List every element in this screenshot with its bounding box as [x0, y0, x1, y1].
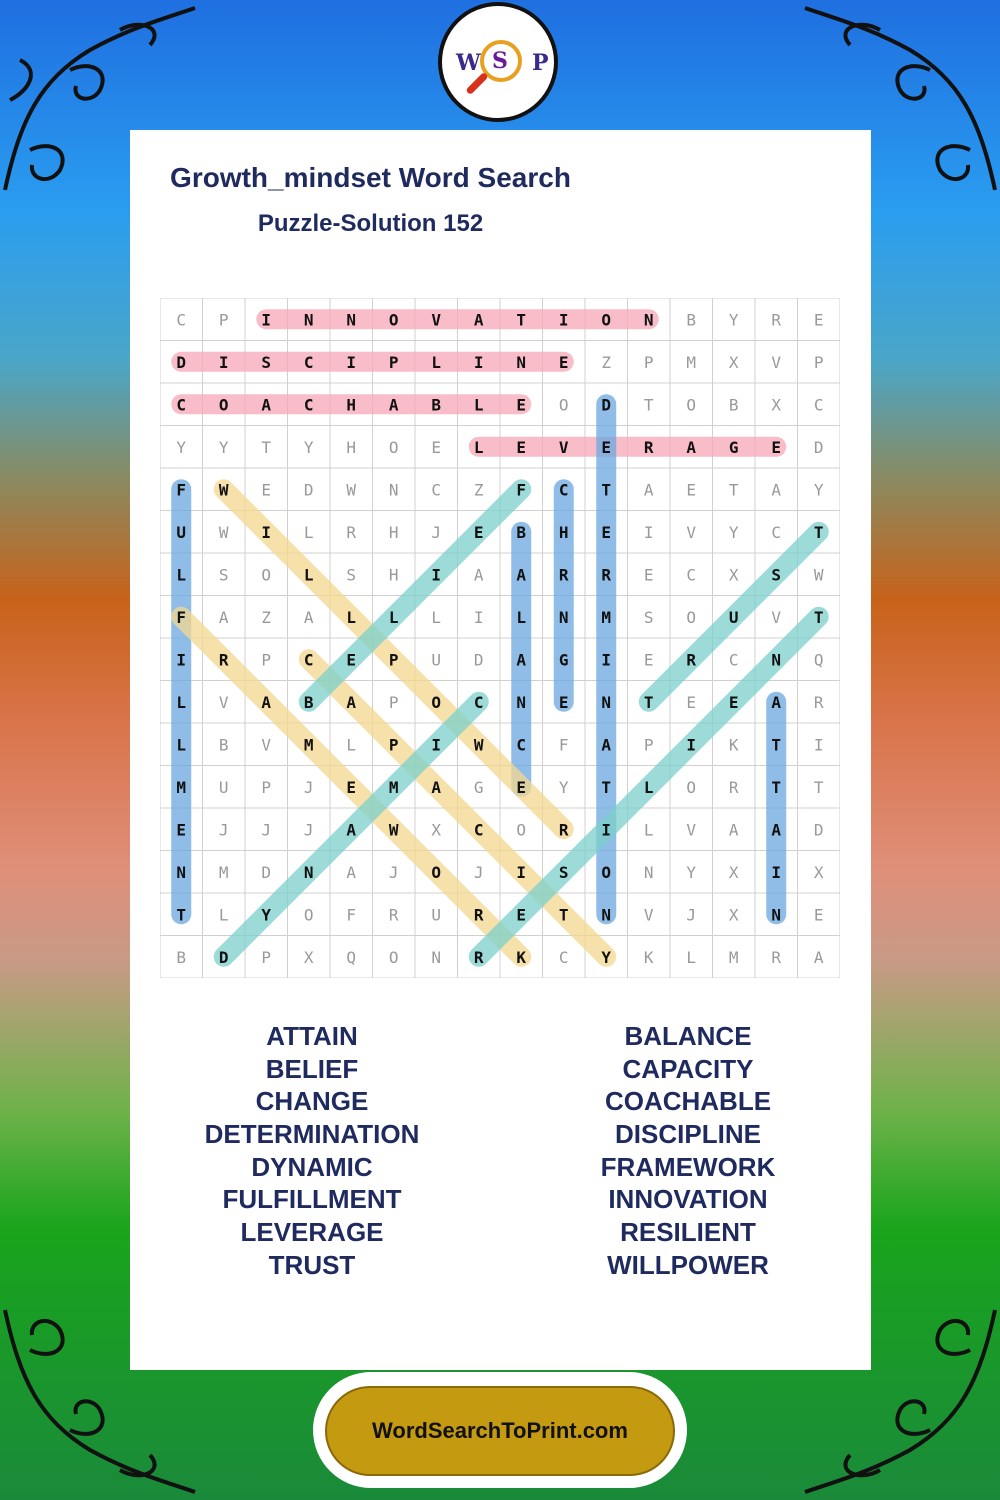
- grid-letter: R: [686, 650, 697, 670]
- grid-letter: A: [686, 437, 697, 457]
- grid-letter: Z: [601, 352, 612, 372]
- grid-letter: T: [516, 310, 527, 330]
- grid-letter: R: [771, 947, 782, 967]
- grid-letter: E: [346, 777, 357, 797]
- grid-letter: D: [601, 395, 612, 415]
- grid-letter: T: [728, 480, 739, 500]
- grid-letter: T: [813, 777, 824, 797]
- grid-letter: E: [771, 437, 782, 457]
- logo-letter-p: P: [532, 50, 549, 76]
- grid-letter: C: [431, 480, 442, 500]
- grid-letter: E: [516, 777, 527, 797]
- grid-letter: C: [813, 395, 824, 415]
- grid-letter: L: [473, 395, 484, 415]
- grid-letter: U: [728, 607, 739, 627]
- grid-letter: A: [218, 607, 229, 627]
- grid-letter: T: [643, 395, 654, 415]
- grid-letter: N: [346, 310, 357, 330]
- grid-letter: N: [303, 310, 314, 330]
- word-list-item: INNOVATION: [608, 1184, 768, 1215]
- grid-letter: B: [686, 310, 697, 330]
- grid-letter: A: [516, 565, 527, 585]
- grid-letter: P: [218, 310, 229, 330]
- grid-letter: C: [176, 395, 187, 415]
- grid-letter: L: [176, 692, 187, 712]
- grid-letter: Y: [176, 437, 187, 457]
- grid-letter: E: [643, 565, 654, 585]
- grid-letter: L: [388, 607, 399, 627]
- grid-letter: I: [473, 607, 484, 627]
- grid-letter: G: [558, 650, 569, 670]
- grid-letter: T: [813, 522, 824, 542]
- grid-letter: W: [218, 522, 229, 542]
- grid-letter: V: [771, 352, 782, 372]
- grid-letter: N: [643, 862, 654, 882]
- grid-letter: X: [431, 820, 442, 840]
- grid-letter: L: [176, 735, 187, 755]
- grid-letter: K: [643, 947, 654, 967]
- word-list-item: FULFILLMENT: [222, 1184, 402, 1215]
- grid-letter: I: [261, 310, 272, 330]
- grid-letter: Z: [261, 607, 272, 627]
- grid-letter: H: [346, 395, 357, 415]
- grid-letter: E: [176, 820, 187, 840]
- grid-letter: A: [601, 735, 612, 755]
- word-list-item: CAPACITY: [622, 1053, 754, 1084]
- grid-letter: C: [558, 480, 569, 500]
- grid-letter: U: [218, 777, 229, 797]
- grid-letter: C: [303, 395, 314, 415]
- grid-letter: A: [728, 820, 739, 840]
- grid-letter: R: [813, 692, 824, 712]
- grid-letter: S: [346, 565, 357, 585]
- logo-letter-s: S: [492, 48, 508, 74]
- grid-letter: O: [601, 310, 612, 330]
- grid-letter: O: [686, 607, 697, 627]
- grid-letter: Q: [813, 650, 824, 670]
- grid-letter: C: [558, 947, 569, 967]
- grid-letter: V: [431, 310, 442, 330]
- grid-letter: I: [261, 522, 272, 542]
- grid-letter: E: [346, 650, 357, 670]
- grid-letter: X: [728, 352, 739, 372]
- grid-letter: T: [261, 437, 272, 457]
- grid-letter: W: [813, 565, 824, 585]
- grid-letter: A: [303, 607, 314, 627]
- grid-letter: M: [601, 607, 612, 627]
- grid-letter: S: [771, 565, 782, 585]
- grid-letter: I: [601, 820, 612, 840]
- grid-letter: E: [728, 692, 739, 712]
- word-list-item: RESILIENT: [620, 1217, 756, 1248]
- puzzle-title: Growth_mindset Word Search: [170, 162, 571, 193]
- grid-letter: S: [643, 607, 654, 627]
- grid-letter: V: [771, 607, 782, 627]
- grid-letter: E: [516, 395, 527, 415]
- grid-letter: J: [473, 862, 484, 882]
- word-list-item: COACHABLE: [604, 1086, 772, 1117]
- grid-letter: C: [303, 352, 314, 372]
- grid-letter: L: [346, 735, 357, 755]
- grid-letter: Y: [303, 437, 314, 457]
- grid-letter: O: [261, 565, 272, 585]
- grid-letter: E: [516, 437, 527, 457]
- grid-letter: M: [303, 735, 314, 755]
- grid-letter: E: [643, 650, 654, 670]
- grid-letter: O: [218, 395, 229, 415]
- grid-letter: W: [346, 480, 357, 500]
- grid-letter: I: [346, 352, 357, 372]
- grid-letter: N: [176, 862, 187, 882]
- grid-letter: F: [558, 735, 569, 755]
- grid-letter: F: [346, 905, 357, 925]
- grid-letter: R: [388, 905, 399, 925]
- grid-letter: F: [176, 480, 187, 500]
- grid-letter: I: [813, 735, 824, 755]
- grid-letter: Z: [473, 480, 484, 500]
- grid-letter: E: [813, 310, 824, 330]
- grid-letter: R: [728, 777, 739, 797]
- grid-letter: U: [431, 650, 442, 670]
- grid-letter: I: [643, 522, 654, 542]
- grid-letter: P: [643, 735, 654, 755]
- grid-letter: O: [558, 395, 569, 415]
- grid-letter: P: [261, 650, 272, 670]
- grid-letter: I: [516, 862, 527, 882]
- grid-letter: E: [558, 692, 569, 712]
- grid-letter: T: [643, 692, 654, 712]
- grid-letter: Q: [346, 947, 357, 967]
- grid-letter: I: [431, 735, 442, 755]
- grid-letter: V: [686, 820, 697, 840]
- grid-letter: B: [728, 395, 739, 415]
- grid-letter: E: [601, 522, 612, 542]
- grid-letter: P: [388, 735, 399, 755]
- grid-letter: P: [261, 947, 272, 967]
- grid-letter: X: [303, 947, 314, 967]
- grid-letter: R: [346, 522, 357, 542]
- grid-letter: D: [303, 480, 314, 500]
- grid-letter: K: [516, 947, 527, 967]
- grid-letter: V: [686, 522, 697, 542]
- grid-letter: T: [176, 905, 187, 925]
- word-list-item: FRAMEWORK: [600, 1151, 776, 1182]
- grid-letter: C: [176, 310, 187, 330]
- grid-letter: L: [643, 820, 654, 840]
- grid-letter: Y: [813, 480, 824, 500]
- site-link-button[interactable]: WordSearchToPrint.com: [325, 1386, 675, 1476]
- grid-letter: R: [218, 650, 229, 670]
- grid-letter: Y: [728, 522, 739, 542]
- grid-letter: T: [601, 480, 612, 500]
- grid-letter: Y: [601, 947, 612, 967]
- grid-letter: L: [303, 522, 314, 542]
- grid-letter: X: [771, 395, 782, 415]
- grid-letter: J: [303, 820, 314, 840]
- grid-letter: C: [686, 565, 697, 585]
- grid-letter: N: [771, 650, 782, 670]
- grid-letter: C: [473, 692, 484, 712]
- grid-letter: E: [686, 692, 697, 712]
- grid-letter: T: [813, 607, 824, 627]
- grid-letter: A: [516, 650, 527, 670]
- grid-letter: A: [346, 820, 357, 840]
- grid-letter: B: [176, 947, 187, 967]
- grid-letter: E: [601, 437, 612, 457]
- grid-letter: W: [218, 480, 229, 500]
- word-list-item: BALANCE: [624, 1021, 752, 1051]
- grid-letter: A: [771, 480, 782, 500]
- grid-letter: D: [261, 862, 272, 882]
- grid-letter: R: [558, 820, 569, 840]
- grid-letter: A: [771, 820, 782, 840]
- grid-letter: X: [728, 862, 739, 882]
- grid-letter: V: [558, 437, 569, 457]
- grid-letter: S: [218, 565, 229, 585]
- grid-letter: R: [473, 905, 484, 925]
- grid-letter: E: [516, 905, 527, 925]
- grid-letter: N: [771, 905, 782, 925]
- grid-letter: Y: [686, 862, 697, 882]
- grid-letter: O: [516, 820, 527, 840]
- grid-letter: S: [261, 352, 272, 372]
- grid-letter: J: [388, 862, 399, 882]
- grid-letter: G: [728, 437, 739, 457]
- grid-letter: D: [218, 947, 229, 967]
- grid-letter: D: [473, 650, 484, 670]
- grid-letter: H: [388, 522, 399, 542]
- grid-letter: L: [303, 565, 314, 585]
- grid-letter: F: [516, 480, 527, 500]
- logo-letter-w: W: [456, 50, 481, 76]
- grid-letter: J: [218, 820, 229, 840]
- grid-letter: E: [558, 352, 569, 372]
- grid-letter: I: [601, 650, 612, 670]
- grid-letter: E: [813, 905, 824, 925]
- grid-letter: N: [303, 862, 314, 882]
- grid-letter: B: [516, 522, 527, 542]
- grid-letter: O: [431, 692, 442, 712]
- grid-letter: J: [303, 777, 314, 797]
- grid-letter: N: [516, 692, 527, 712]
- grid-letter: N: [601, 905, 612, 925]
- grid-letter: L: [643, 777, 654, 797]
- grid-letter: R: [601, 565, 612, 585]
- grid-letter: Y: [558, 777, 569, 797]
- grid-letter: R: [643, 437, 654, 457]
- grid-letter: X: [813, 862, 824, 882]
- grid-letter: B: [431, 395, 442, 415]
- grid-letter: V: [218, 692, 229, 712]
- grid-letter: X: [728, 905, 739, 925]
- grid-letter: N: [643, 310, 654, 330]
- grid-letter: P: [813, 352, 824, 372]
- grid-letter: V: [261, 735, 272, 755]
- grid-letter: H: [346, 437, 357, 457]
- grid-letter: E: [261, 480, 272, 500]
- grid-letter: L: [473, 437, 484, 457]
- grid-letter: M: [388, 777, 399, 797]
- grid-letter: J: [261, 820, 272, 840]
- grid-letter: O: [686, 777, 697, 797]
- grid-letter: G: [473, 777, 484, 797]
- word-list-right: [538, 1020, 838, 1282]
- grid-letter: L: [176, 565, 187, 585]
- word-search-grid: [160, 298, 840, 978]
- grid-letter: M: [686, 352, 697, 372]
- grid-letter: H: [388, 565, 399, 585]
- grid-letter: I: [176, 650, 187, 670]
- grid-letter: O: [686, 395, 697, 415]
- grid-letter: Y: [261, 905, 272, 925]
- grid-letter: J: [431, 522, 442, 542]
- word-list-item: ATTAIN: [266, 1021, 358, 1051]
- grid-letter: A: [261, 692, 272, 712]
- grid-letter: L: [218, 905, 229, 925]
- grid-letter: A: [813, 947, 824, 967]
- grid-letter: O: [303, 905, 314, 925]
- grid-letter: N: [601, 692, 612, 712]
- grid-letter: R: [473, 947, 484, 967]
- grid-letter: P: [643, 352, 654, 372]
- grid-letter: O: [431, 862, 442, 882]
- grid-letter: H: [558, 522, 569, 542]
- grid-letter: A: [346, 692, 357, 712]
- grid-letter: A: [643, 480, 654, 500]
- grid-letter: C: [303, 650, 314, 670]
- grid-letter: D: [176, 352, 187, 372]
- grid-letter: N: [388, 480, 399, 500]
- grid-letter: T: [771, 735, 782, 755]
- grid-letter: T: [771, 777, 782, 797]
- grid-letter: E: [686, 480, 697, 500]
- grid-letter: O: [388, 437, 399, 457]
- grid-letter: C: [473, 820, 484, 840]
- grid-letter: R: [558, 565, 569, 585]
- grid-letter: Y: [218, 437, 229, 457]
- grid-letter: I: [473, 352, 484, 372]
- wsp-logo: [438, 2, 558, 122]
- grid-letter: I: [218, 352, 229, 372]
- grid-letter: M: [728, 947, 739, 967]
- grid-letter: L: [431, 352, 442, 372]
- grid-letter: T: [601, 777, 612, 797]
- grid-letter: A: [388, 395, 399, 415]
- grid-letter: A: [473, 310, 484, 330]
- grid-letter: R: [771, 310, 782, 330]
- grid-letter: U: [431, 905, 442, 925]
- grid-letter: U: [176, 522, 187, 542]
- grid-letter: I: [686, 735, 697, 755]
- grid-letter: L: [431, 607, 442, 627]
- grid-letter: O: [601, 862, 612, 882]
- grid-letter: D: [813, 437, 824, 457]
- word-list-item: WILLPOWER: [607, 1249, 769, 1280]
- word-list-item: CHANGE: [255, 1086, 369, 1117]
- grid-letter: L: [346, 607, 357, 627]
- grid-letter: N: [431, 947, 442, 967]
- grid-letter: S: [558, 862, 569, 882]
- grid-letter: A: [431, 777, 442, 797]
- grid-letter: M: [218, 862, 229, 882]
- grid-letter: T: [558, 905, 569, 925]
- grid-letter: A: [346, 862, 357, 882]
- grid-letter: I: [771, 862, 782, 882]
- grid-letter: B: [303, 692, 314, 712]
- grid-letter: B: [218, 735, 229, 755]
- grid-letter: A: [261, 395, 272, 415]
- grid-letter: P: [261, 777, 272, 797]
- word-list-item: DYNAMIC: [251, 1151, 373, 1182]
- word-list-item: DETERMINATION: [204, 1119, 420, 1150]
- word-list-item: LEVERAGE: [240, 1217, 384, 1248]
- word-list-item: DISCIPLINE: [615, 1119, 761, 1150]
- grid-letter: C: [516, 735, 527, 755]
- grid-letter: F: [176, 607, 187, 627]
- word-list-item: TRUST: [268, 1249, 356, 1280]
- grid-letter: A: [473, 565, 484, 585]
- grid-letter: E: [431, 437, 442, 457]
- grid-letter: P: [388, 650, 399, 670]
- grid-letter: P: [388, 692, 399, 712]
- grid-letter: J: [686, 905, 697, 925]
- grid-letter: L: [686, 947, 697, 967]
- grid-letter: D: [813, 820, 824, 840]
- grid-letter: C: [771, 522, 782, 542]
- grid-letter: E: [473, 522, 484, 542]
- grid-letter: K: [728, 735, 739, 755]
- grid-letter: P: [388, 352, 399, 372]
- grid-letter: L: [516, 607, 527, 627]
- grid-svg: [160, 298, 840, 978]
- grid-letter: O: [388, 947, 399, 967]
- grid-letter: V: [643, 905, 654, 925]
- grid-letter: O: [388, 310, 399, 330]
- puzzle-subtitle: Puzzle-Solution 152: [257, 210, 484, 237]
- grid-letter: X: [728, 565, 739, 585]
- grid-letter: C: [728, 650, 739, 670]
- grid-letter: I: [558, 310, 569, 330]
- grid-letter: W: [388, 820, 399, 840]
- grid-letter: W: [473, 735, 484, 755]
- grid-letter: N: [558, 607, 569, 627]
- word-list-left: [162, 1020, 462, 1282]
- grid-letter: A: [771, 692, 782, 712]
- grid-letter: I: [431, 565, 442, 585]
- grid-letter: N: [516, 352, 527, 372]
- word-list-item: BELIEF: [265, 1053, 359, 1084]
- grid-letter: Y: [728, 310, 739, 330]
- grid-letter: M: [176, 777, 187, 797]
